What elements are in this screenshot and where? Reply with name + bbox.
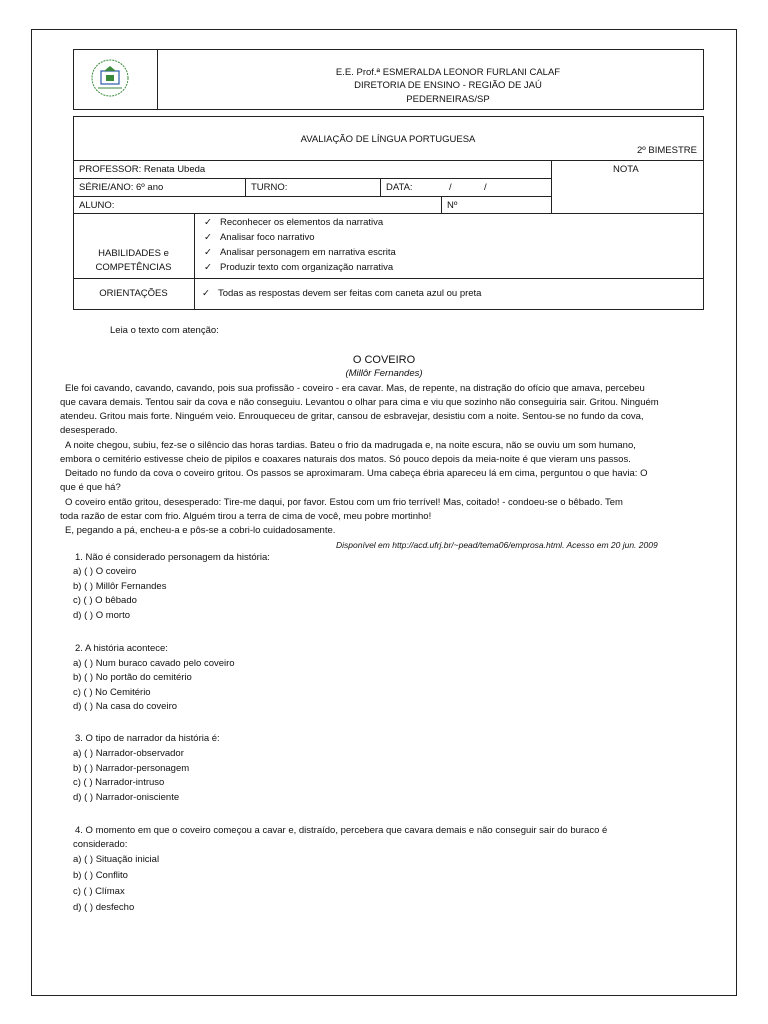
- story-line: que é que há?: [60, 482, 121, 493]
- data-label: DATA:: [386, 182, 413, 193]
- date-slash-2: /: [484, 182, 487, 193]
- school-logo: [88, 58, 132, 98]
- orientations-label: ORIENTAÇÕES: [99, 288, 168, 299]
- skills-divider: [194, 213, 195, 310]
- directorate-name: DIRETORIA DE ENSINO - REGIÃO DE JAÚ: [354, 80, 542, 91]
- story-author: (Millôr Fernandes): [345, 368, 423, 379]
- story-title: O COVEIRO: [352, 354, 416, 366]
- option-3a[interactable]: a) ( ) Narrador-observador: [73, 748, 184, 759]
- option-3b[interactable]: b) ( ) Narrador-personagem: [73, 763, 190, 774]
- numero-label: Nº: [447, 200, 458, 211]
- numero-divider: [441, 196, 442, 213]
- question-2: 2. A história acontece:: [75, 643, 168, 654]
- row-line-3: [73, 196, 551, 197]
- story-line: Deitado no fundo da cova o coveiro gritou. Os passos se aproximaram. Uma cabeça ébria apareceu lá em cima, perguntou o que havia: O: [65, 468, 648, 479]
- story-line: toda razão de estar com frio. Alguém tirou a terra de cima de você, meu pobre mortinho!: [60, 511, 432, 522]
- option-3c[interactable]: c) ( ) Narrador-intruso: [73, 777, 165, 788]
- row-line-1: [73, 160, 704, 161]
- city-name: PEDERNEIRAS/SP: [406, 94, 490, 105]
- orientations-text: ✓ Todas as respostas devem ser feitas com caneta azul ou preta: [202, 288, 481, 300]
- option-3d[interactable]: d) ( ) Narrador-onisciente: [73, 792, 180, 803]
- skills-label-2: COMPETÊNCIAS: [95, 262, 172, 273]
- story-line: O coveiro então gritou, desesperado: Tire-me daqui, por favor. Estou com um frio terrível! Mas, coitado! - condoeu-se o bêbado. Tem: [65, 497, 623, 508]
- skill-item: ✓ Reconhecer os elementos da narrativa: [204, 217, 383, 229]
- option-2b[interactable]: b) ( ) No portão do cemitério: [73, 672, 192, 683]
- nota-divider: [551, 160, 552, 213]
- skill-item: ✓ Produzir texto com organização narrativa: [204, 262, 393, 274]
- option-4b[interactable]: b) ( ) Conflito: [73, 870, 128, 881]
- story-line: embora o cemitério estivesse cheio de pipilos e coaxares naturais dos matos. Só pouco depois da meia-noite é que vieram uns passos.: [60, 454, 631, 465]
- turno-label: TURNO:: [251, 182, 288, 193]
- story-source: Disponível em http://acd.ufrj.br/~pead/tema06/emprosa.html. Acesso em 20 jun. 2009: [336, 540, 658, 550]
- option-2a[interactable]: a) ( ) Num buraco cavado pelo coveiro: [73, 658, 235, 669]
- story-line: A noite chegou, subiu, fez-se o silêncio das horas tardias. Bateu o frio da madrugada e, na noite escura, não se ouviu um som humano,: [65, 440, 636, 451]
- row-line-4: [73, 213, 704, 214]
- skill-item: ✓ Analisar personagem em narrativa escrita: [204, 247, 396, 259]
- option-4d[interactable]: d) ( ) desfecho: [73, 902, 135, 913]
- reading-instruction: Leia o texto com atenção:: [110, 325, 219, 336]
- header-divider: [157, 49, 158, 110]
- bimester-label: 2º BIMESTRE: [637, 145, 697, 156]
- option-1b[interactable]: b) ( ) Millôr Fernandes: [73, 581, 167, 592]
- option-4a[interactable]: a) ( ) Situação inicial: [73, 854, 160, 865]
- option-2d[interactable]: d) ( ) Na casa do coveiro: [73, 701, 178, 712]
- turno-divider: [245, 178, 246, 196]
- question-1: 1. Não é considerado personagem da história:: [75, 552, 270, 563]
- option-2c[interactable]: c) ( ) No Cemitério: [73, 687, 151, 698]
- story-line: atendeu. Gritou mais forte. Ninguém veio. Enrouqueceu de gritar, cansou de esbravejar, desistiu com a noite. Sentou-se no fundo da cova,: [60, 411, 644, 422]
- option-1a[interactable]: a) ( ) O coveiro: [73, 566, 137, 577]
- exam-title: AVALIAÇÃO DE LÍNGUA PORTUGUESA: [300, 134, 476, 145]
- skill-item: ✓ Analisar foco narrativo: [204, 232, 315, 244]
- aluno-label: ALUNO:: [79, 200, 115, 211]
- story-line: Ele foi cavando, cavando, cavando, pois sua profissão - coveiro - era cavar. Mas, de repente, na distração do ofício que amava, percebeu: [65, 383, 645, 394]
- option-1c[interactable]: c) ( ) O bêbado: [73, 595, 137, 606]
- skills-label-1: HABILIDADES e: [98, 248, 169, 259]
- nota-label: NOTA: [613, 164, 639, 175]
- story-line: desesperado.: [60, 425, 118, 436]
- data-divider: [380, 178, 381, 196]
- option-4c[interactable]: c) ( ) Clímax: [73, 886, 125, 897]
- serie-label: SÉRIE/ANO: 6º ano: [79, 182, 164, 193]
- story-line: que cavara demais. Tentou sair da cova e não conseguiu. Levantou o olhar para cima e viu que sozinho não conseguiria sair. Gritou. Ninguém: [60, 397, 659, 408]
- story-line: E, pegando a pá, encheu-a e pôs-se a cobri-lo cuidadosamente.: [65, 525, 336, 536]
- row-line-2: [73, 178, 551, 179]
- question-4-line-1: 4. O momento em que o coveiro começou a cavar e, distraído, percebera que cavara demais e não conseguir sair do buraco é: [75, 825, 608, 836]
- professor-label: PROFESSOR: Renata Ubeda: [79, 164, 206, 175]
- option-1d[interactable]: d) ( ) O morto: [73, 610, 131, 621]
- date-slash-1: /: [449, 182, 452, 193]
- question-3: 3. O tipo de narrador da história é:: [75, 733, 220, 744]
- row-line-5: [73, 278, 704, 279]
- school-name: E.E. Prof.ª ESMERALDA LEONOR FURLANI CALAF: [335, 67, 561, 78]
- question-4-line-2: considerado:: [73, 839, 128, 850]
